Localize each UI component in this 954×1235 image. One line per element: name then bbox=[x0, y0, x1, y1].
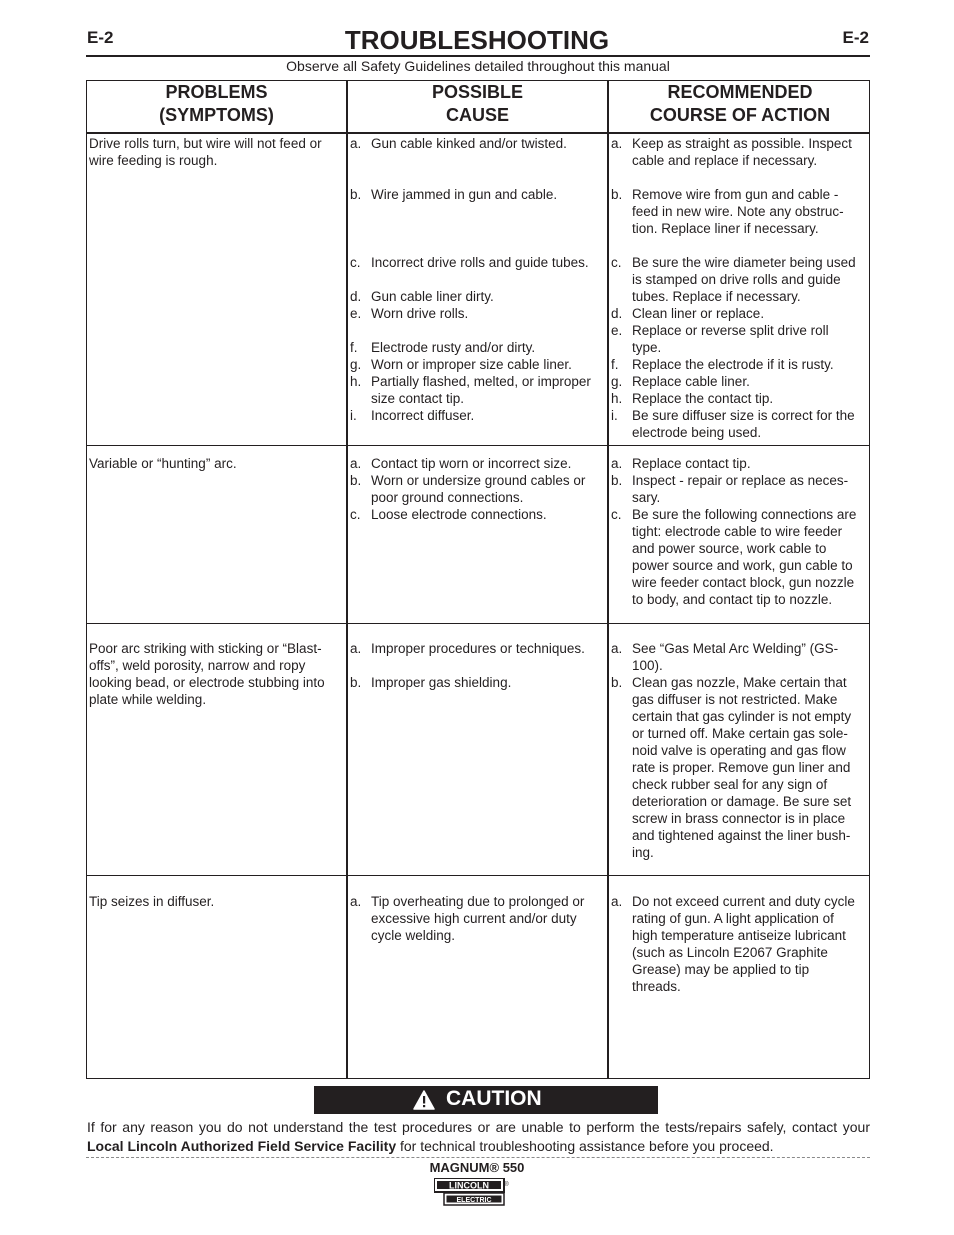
action-text: is stamped on drive rolls and guide bbox=[632, 272, 841, 287]
header-action-line2: COURSE OF ACTION bbox=[649, 105, 831, 125]
header-cause bbox=[348, 81, 607, 132]
cause-marker: b. bbox=[350, 675, 362, 690]
cause-text: Worn or undersize ground cables or bbox=[371, 473, 586, 488]
cause-text: Incorrect drive rolls and guide tubes. bbox=[371, 255, 589, 270]
cause-text: size contact tip. bbox=[371, 391, 465, 406]
cause-text: cycle welding. bbox=[371, 928, 456, 943]
problem-text: wire feeding is rough. bbox=[89, 153, 218, 168]
action-text: noid valve is operating and gas flow bbox=[632, 743, 846, 758]
warning-triangle-icon bbox=[413, 1090, 435, 1110]
action-text: electrode being used. bbox=[632, 425, 762, 440]
cause-marker: a. bbox=[350, 894, 362, 909]
action-text: rating of gun. A light application of bbox=[632, 911, 834, 926]
column-divider bbox=[607, 81, 609, 1078]
action-text: power source and work, gun cable to bbox=[632, 558, 853, 573]
action-text: Remove wire from gun and cable - bbox=[632, 187, 839, 202]
action-text: Do not exceed current and duty cycle bbox=[632, 894, 855, 909]
action-marker: c. bbox=[611, 507, 622, 522]
action-text: Replace cable liner. bbox=[632, 374, 750, 389]
action-text: or turned off. Make certain gas sole- bbox=[632, 726, 848, 741]
cause-text: Improper gas shielding. bbox=[371, 675, 512, 690]
action-text: Replace contact tip. bbox=[632, 456, 751, 471]
action-text: 100). bbox=[632, 658, 663, 673]
action-text: Clean liner or replace. bbox=[632, 306, 765, 321]
cause-marker: b. bbox=[350, 187, 362, 202]
action-text: Inspect - repair or replace as neces- bbox=[632, 473, 849, 488]
page-title: TROUBLESHOOTING bbox=[344, 25, 610, 55]
action-text: Clean gas nozzle, Make certain that bbox=[632, 675, 847, 690]
logo-text-top: LINCOLN bbox=[449, 1180, 489, 1191]
header-cause-line1: POSSIBLE bbox=[431, 82, 524, 102]
header-problems-line2: (SYMPTOMS) bbox=[159, 105, 274, 125]
cause-text: poor ground connections. bbox=[371, 490, 524, 505]
action-text: See “Gas Metal Arc Welding” (GS- bbox=[632, 641, 839, 656]
row-divider bbox=[87, 623, 869, 624]
cause-marker: g. bbox=[350, 357, 362, 372]
action-text: screw in brass connector is in place bbox=[632, 811, 846, 826]
problem-text: plate while welding. bbox=[89, 692, 207, 707]
cause-text: Worn or improper size cable liner. bbox=[371, 357, 572, 372]
footer-rule bbox=[86, 1157, 870, 1158]
caution-text-bold: Local Lincoln Authorized Field Service Facility bbox=[87, 1138, 397, 1154]
action-text: and power source, work cable to bbox=[632, 541, 827, 556]
page-code-right: E-2 bbox=[842, 28, 869, 47]
cause-text: Wire jammed in gun and cable. bbox=[371, 187, 558, 202]
action-text: Be sure diffuser size is correct for the bbox=[632, 408, 855, 423]
action-text: deterioration or damage. Be sure set bbox=[632, 794, 852, 809]
safety-note: Observe all Safety Guidelines detailed throughout this manual bbox=[286, 58, 670, 74]
action-marker: h. bbox=[611, 391, 623, 406]
cause-text: Incorrect diffuser. bbox=[371, 408, 475, 423]
action-text: Grease) may be applied to tip bbox=[632, 962, 810, 977]
action-text: Be sure the wire diameter being used bbox=[632, 255, 856, 270]
action-text: certain that gas cylinder is not empty bbox=[632, 709, 852, 724]
lincoln-electric-logo bbox=[434, 1178, 510, 1206]
action-text: feed in new wire. Note any obstruc- bbox=[632, 204, 844, 219]
problem-text: Drive rolls turn, but wire will not feed or bbox=[89, 136, 322, 151]
cause-marker: h. bbox=[350, 374, 362, 389]
action-marker: i. bbox=[611, 408, 618, 423]
action-text: Be sure the following connections are bbox=[632, 507, 857, 522]
header-action bbox=[609, 81, 871, 132]
cause-marker: c. bbox=[350, 507, 361, 522]
cause-marker: i. bbox=[350, 408, 357, 423]
cause-marker: f. bbox=[350, 340, 358, 355]
model-name: MAGNUM® 550 bbox=[429, 1160, 525, 1175]
header-rule bbox=[87, 132, 869, 134]
troubleshooting-table bbox=[86, 80, 870, 1079]
action-marker: b. bbox=[611, 187, 623, 202]
cause-marker: a. bbox=[350, 456, 362, 471]
cause-marker: a. bbox=[350, 641, 362, 656]
caution-label: CAUTION bbox=[446, 1087, 542, 1110]
action-text: rate is proper. Remove gun liner and bbox=[632, 760, 851, 775]
cause-text: Loose electrode connections. bbox=[371, 507, 547, 522]
cause-text: Worn drive rolls. bbox=[371, 306, 469, 321]
cause-text: Gun cable liner dirty. bbox=[371, 289, 494, 304]
action-text: tight: electrode cable to wire feeder bbox=[632, 524, 843, 539]
cause-text: excessive high current and/or duty bbox=[371, 911, 577, 926]
action-text: type. bbox=[632, 340, 662, 355]
page-code-left: E-2 bbox=[87, 28, 114, 47]
action-text: Replace the contact tip. bbox=[632, 391, 774, 406]
logo-text-bottom: ELECTRIC bbox=[456, 1197, 492, 1204]
cause-marker: a. bbox=[350, 136, 362, 151]
action-marker: g. bbox=[611, 374, 623, 389]
action-marker: e. bbox=[611, 323, 623, 338]
action-text: (such as Lincoln E2067 Graphite bbox=[632, 945, 828, 960]
problem-text: Tip seizes in diffuser. bbox=[89, 894, 215, 909]
action-marker: d. bbox=[611, 306, 623, 321]
cause-text: Partially flashed, melted, or improper bbox=[371, 374, 591, 389]
header-cause-line2: CAUSE bbox=[445, 105, 509, 125]
row-divider bbox=[87, 875, 869, 876]
caution-text-line2 bbox=[87, 1137, 774, 1156]
action-text: gas diffuser is not restricted. Make bbox=[632, 692, 838, 707]
action-text: to body, and contact tip to nozzle. bbox=[632, 592, 833, 607]
cause-marker: c. bbox=[350, 255, 361, 270]
title-rule bbox=[86, 55, 870, 57]
action-marker: f. bbox=[611, 357, 619, 372]
action-text: Replace the electrode if it is rusty. bbox=[632, 357, 834, 372]
cause-text: Gun cable kinked and/or twisted. bbox=[371, 136, 567, 151]
action-marker: b. bbox=[611, 473, 623, 488]
action-text: tion. Replace liner if necessary. bbox=[632, 221, 819, 236]
problem-text: Variable or “hunting” arc. bbox=[89, 456, 237, 471]
problem-text: Poor arc striking with sticking or “Blast- bbox=[89, 641, 322, 656]
column-divider bbox=[346, 81, 348, 1078]
cause-text: Electrode rusty and/or dirty. bbox=[371, 340, 536, 355]
cause-marker: e. bbox=[350, 306, 362, 321]
action-text: Keep as straight as possible. Inspect bbox=[632, 136, 852, 151]
action-text: cable and replace if necessary. bbox=[632, 153, 818, 168]
action-marker: a. bbox=[611, 456, 623, 471]
action-text: tubes. Replace if necessary. bbox=[632, 289, 801, 304]
action-marker: a. bbox=[611, 641, 623, 656]
action-text: ing. bbox=[632, 845, 654, 860]
cause-text: Contact tip worn or incorrect size. bbox=[371, 456, 572, 471]
action-text: Replace or reverse split drive roll bbox=[632, 323, 829, 338]
action-marker: c. bbox=[611, 255, 622, 270]
action-text: check rubber seal for any sign of bbox=[632, 777, 828, 792]
caution-text-line1: If for any reason you do not understand the test procedures or are unable to perform the tests/repairs safely, contact your bbox=[87, 1119, 870, 1135]
action-marker: a. bbox=[611, 136, 623, 151]
cause-text: Tip overheating due to prolonged or bbox=[371, 894, 585, 909]
row-divider bbox=[87, 445, 869, 446]
action-text: wire feeder contact block, gun nozzle bbox=[632, 575, 855, 590]
cause-marker: d. bbox=[350, 289, 362, 304]
action-text: threads. bbox=[632, 979, 681, 994]
logo-registered-mark: ® bbox=[504, 1182, 509, 1188]
caution-text-rest: for technical troubleshooting assistance before you proceed. bbox=[396, 1138, 774, 1154]
cause-text: Improper procedures or techniques. bbox=[371, 641, 585, 656]
action-text: high temperature antiseize lubricant bbox=[632, 928, 846, 943]
action-marker: b. bbox=[611, 675, 623, 690]
problem-text: offs”, weld porosity, narrow and ropy bbox=[89, 658, 306, 673]
action-marker: a. bbox=[611, 894, 623, 909]
header-problems-line1: PROBLEMS bbox=[165, 82, 268, 102]
action-text: sary. bbox=[632, 490, 661, 505]
problem-text: looking bead, or electrode stubbing into bbox=[89, 675, 325, 690]
action-text: and tightened against the liner bush- bbox=[632, 828, 851, 843]
cause-marker: b. bbox=[350, 473, 362, 488]
header-problems bbox=[87, 81, 346, 132]
header-action-line1: RECOMMENDED bbox=[667, 82, 813, 102]
